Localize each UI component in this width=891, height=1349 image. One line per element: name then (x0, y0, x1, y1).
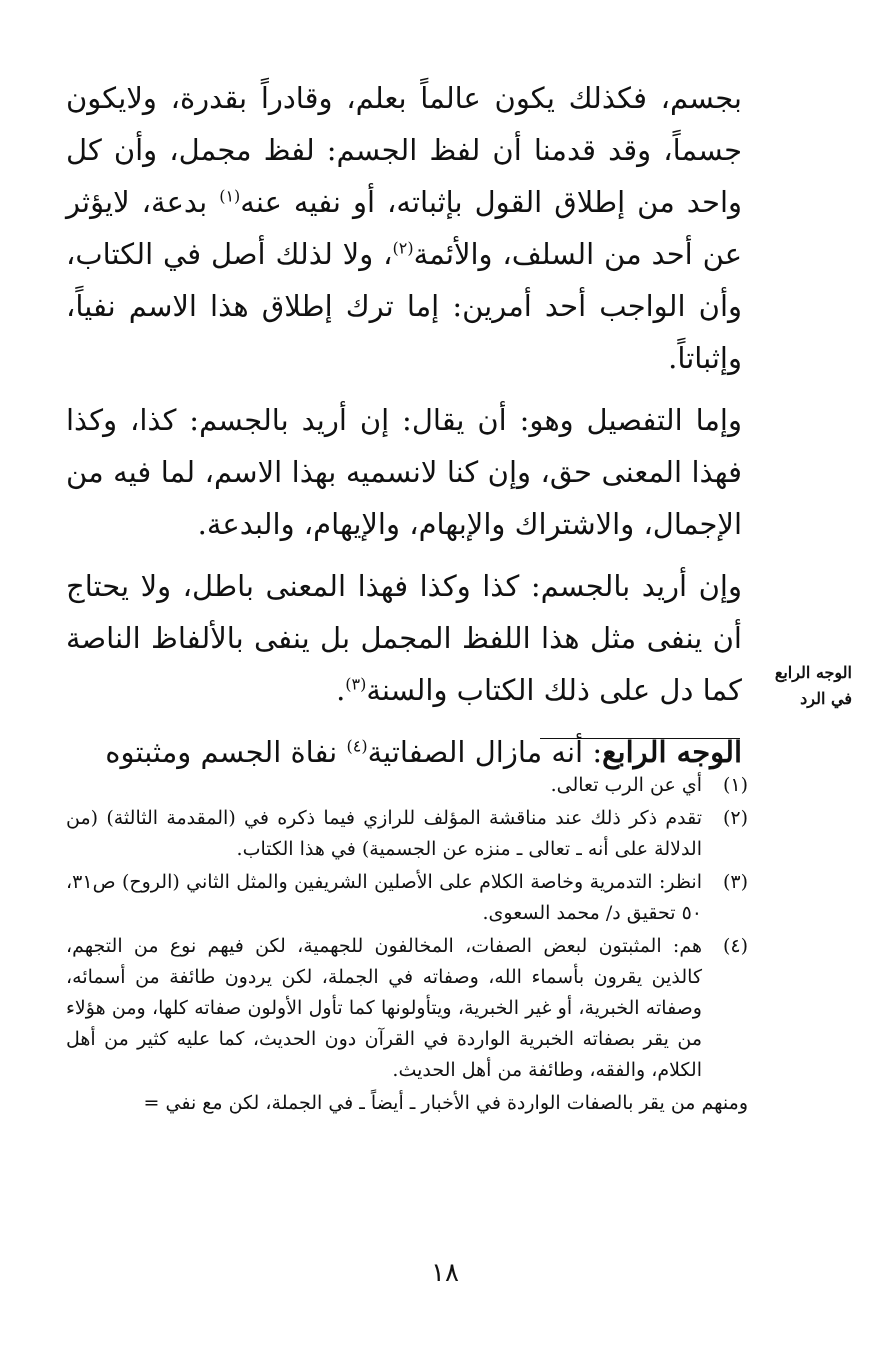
footnote-ref-3: (٣) (345, 674, 367, 694)
footnote-3 (66, 867, 748, 929)
paragraph-3-text: وإن أريد بالجسم: كذا وكذا فهذا المعنى باطل، ولا يحتاج أن ينفى مثل هذا اللفظ المجمل بل ينفى بالألفاظ الناصة كما دل على ذلك الكتاب والسنة (66, 569, 742, 707)
paragraph-4-text-b: نفاة الجسم ومثبتوه (105, 735, 347, 769)
footnote-text: تقدم ذكر ذلك عند مناقشة المؤلف للرازي فيما ذكره في (المقدمة الثالثة) (من الدلالة على أنه ـ تعالى ـ منزه عن الجسمية) في هذا الكتاب. (66, 807, 702, 860)
footnote-ref-2: (٢) (392, 238, 414, 258)
margin-note (752, 660, 852, 712)
paragraph-1-text-c: ، ولا لذلك أصل في الكتاب، وأن الواجب أحد أمرين: إما ترك إطلاق هذا الاسم نفياً، وإثباتاً. (66, 237, 742, 375)
footnote-4 (66, 931, 748, 1086)
footnote-number: (١) (722, 774, 748, 796)
footnotes (66, 770, 748, 1119)
paragraph-2-text: وإما التفصيل وهو: أن يقال: إن أريد بالجسم: كذا، وكذا فهذا المعنى حق، وإن كنا لانسميه بهذا الاسم، لما فيه من الإجمال، والاشتراك والإبهام، والإيهام، والبدعة. (66, 403, 742, 541)
margin-note-line-1: الوجه الرابع (774, 663, 852, 682)
paragraph-3 (66, 560, 742, 716)
main-text (66, 72, 742, 788)
footnote-ref-4: (٤) (346, 736, 368, 756)
footnote-text: هم: المثبتون لبعض الصفات، المخالفون للجهمية، لكن فيهم نوع من التجهم، كالذين يقرون بأسماء الله، وصفاته في الجملة، لكن يردون طائفة من أسمائه، وصفاته الخبرية، أو غير الخبرية، ويتأولونها كما تأول الأولون صفاته كلها، ومن هؤلاء من يقر بصفاته الخبرية الواردة في القرآن دون الحديث، كما عليه كثير من أهل الكلام، والفقه، وطائفة من أهل الحديث. (66, 935, 702, 1081)
footnote-text: انظر: التدمرية وخاصة الكلام على الأصلين الشريفين والمثل الثاني (الروح) ص٣١، ٥٠ تحقيق د/ محمد السعوى. (66, 871, 702, 924)
footnote-number: (٢) (722, 807, 748, 829)
page-number: ١٨ (431, 1258, 459, 1288)
paragraph-2 (66, 394, 742, 550)
footnote-text: أي عن الرب تعالى. (550, 774, 702, 796)
paragraph-3-end: . (336, 673, 346, 707)
paragraph-4-text-a: : أنه مازال الصفاتية (367, 735, 603, 769)
paragraph-1-text-a: بجسم، فكذلك يكون عالماً بعلم، وقادراً بقدرة، ولايكون جسماً، وقد قدمنا أن لفظ الجسم: لفظ مجمل، وأن كل واحد من إطلاق القول بإثباته، أو نفيه عنه (66, 81, 743, 219)
footnote-number: (٤) (722, 935, 748, 957)
paragraph-1 (66, 72, 742, 384)
footnote-ref-1: (١) (219, 186, 241, 206)
footnote-2 (66, 803, 748, 865)
section-heading: الوجه الرابع (602, 735, 742, 769)
footnote-1 (66, 770, 748, 801)
footnote-number: (٣) (722, 871, 748, 893)
footnote-separator (540, 738, 740, 739)
margin-note-line-2: في الرد (800, 689, 852, 708)
footnote-continuation: ومنهم من يقر بالصفات الواردة في الأخبار ـ أيضاً ـ في الجملة، لكن مع نفي = (143, 1092, 748, 1114)
paragraph-1-text-b: بدعة، لايؤثر عن أحد من السلف، والأئمة (66, 185, 742, 271)
